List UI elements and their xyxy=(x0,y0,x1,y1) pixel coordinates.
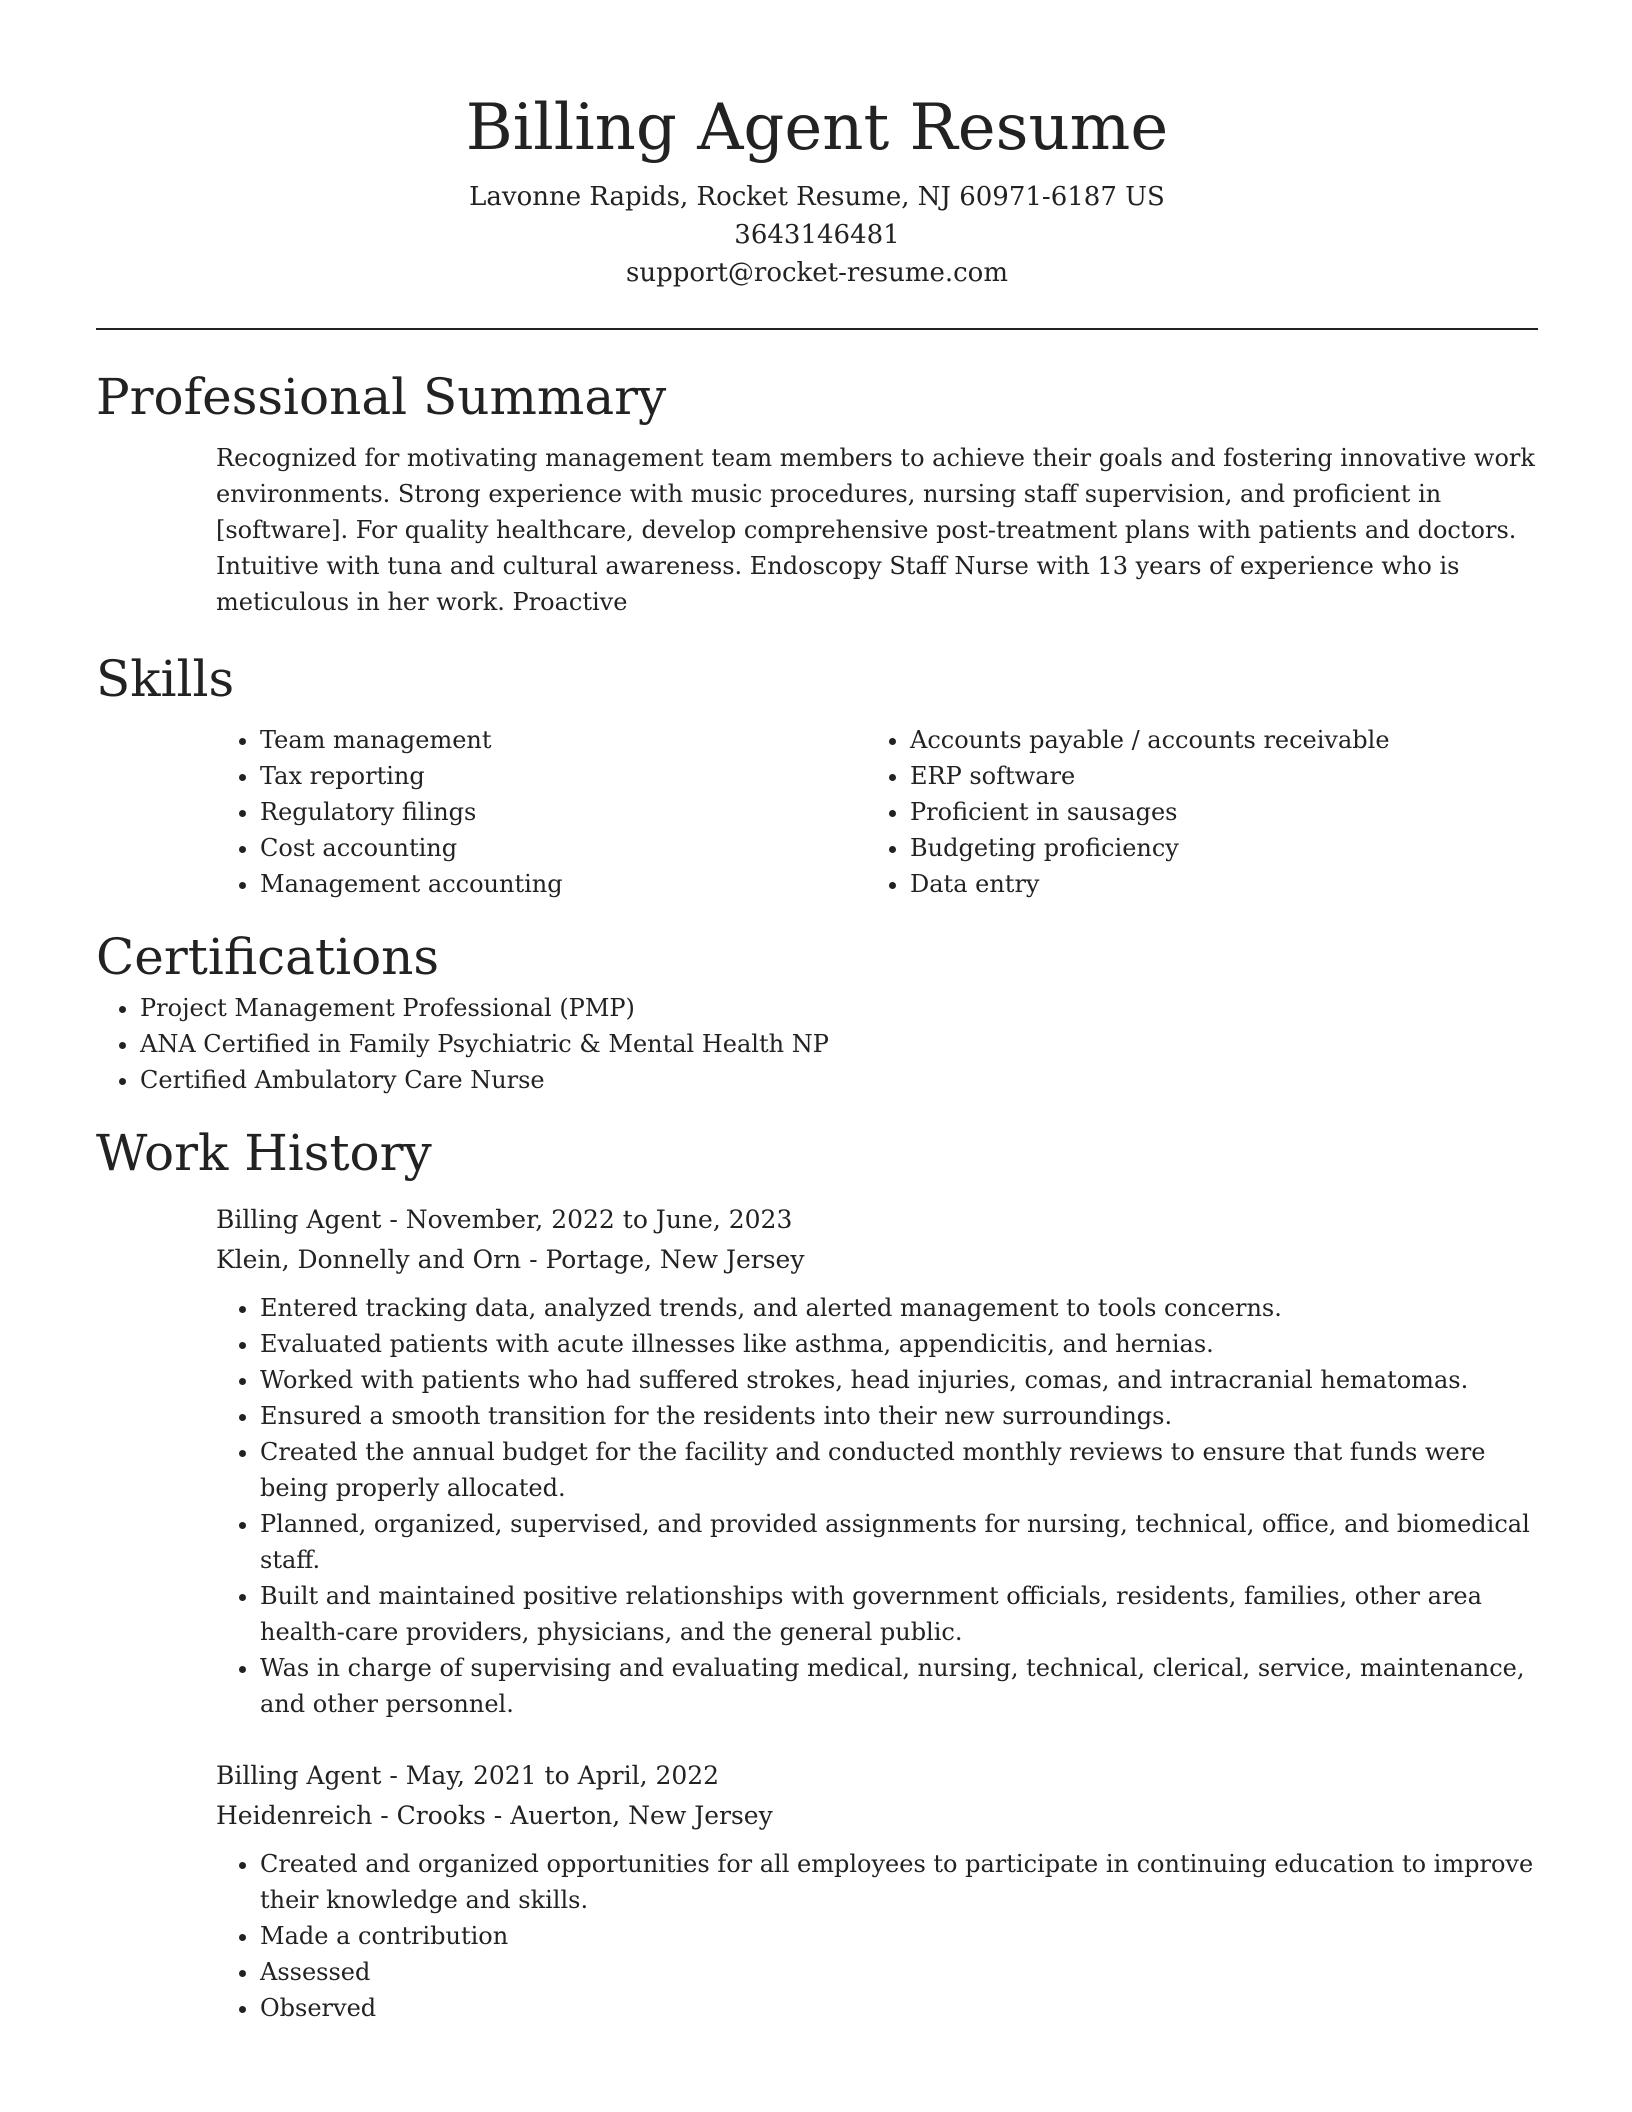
certification-item: • Certified Ambulatory Care Nurse xyxy=(140,1062,1538,1098)
work-history-heading: Work History xyxy=(96,1124,432,1182)
contact-block xyxy=(96,178,1538,292)
summary-section xyxy=(96,364,1538,620)
job-entry xyxy=(216,1756,1538,2026)
certifications-list xyxy=(96,990,1538,1098)
job-location: Portage, New Jersey xyxy=(545,1245,805,1274)
job-bullet: • Worked with patients who had suffered strokes, head injuries, comas, and intracranial hematomas. xyxy=(260,1362,1540,1398)
job-company-line: Heidenreich - Crooks - Auerton, New Jersey xyxy=(216,1801,773,1830)
job-bullet: • Evaluated patients with acute illnesses like asthma, appendicitis, and hernias. xyxy=(260,1326,1540,1362)
skill-item: • Management accounting xyxy=(260,866,866,902)
skill-item: • Tax reporting xyxy=(260,758,866,794)
resume-title: Billing Agent Resume xyxy=(465,91,1169,165)
skill-item: • Regulatory filings xyxy=(260,794,866,830)
job-bullet: • Assessed xyxy=(260,1954,1540,1990)
job-bullet: • Built and maintained positive relationships with government officials, residents, families, other area health-care providers, physicians, and the general public. xyxy=(260,1578,1540,1650)
summary-heading: Professional Summary xyxy=(96,368,667,426)
skill-item: • Budgeting proficiency xyxy=(910,830,1516,866)
certifications-section xyxy=(96,924,1538,1098)
resume-page xyxy=(96,0,1538,2026)
certification-item: • Project Management Professional (PMP) xyxy=(140,990,1538,1026)
job-bullet: • Observed xyxy=(260,1990,1540,2026)
header-divider xyxy=(96,328,1538,330)
certification-item: • ANA Certified in Family Psychiatric & Mental Health NP xyxy=(140,1026,1538,1062)
job-title: Billing Agent xyxy=(216,1761,382,1790)
work-history-section xyxy=(96,1120,1538,2026)
contact-address: Lavonne Rapids, Rocket Resume, NJ 60971-6187 US xyxy=(469,182,1165,212)
skill-item: • Proficient in sausages xyxy=(910,794,1516,830)
job-bullet: • Ensured a smooth transition for the residents into their new surroundings. xyxy=(260,1398,1540,1434)
job-bullet: • Made a contribution xyxy=(260,1918,1540,1954)
contact-email: support@rocket-resume.com xyxy=(625,258,1008,288)
job-title-line: Billing Agent - May, 2021 to April, 2022 xyxy=(216,1761,720,1790)
job-bullet: • Created the annual budget for the facility and conducted monthly reviews to ensure that funds were being properly allocated. xyxy=(260,1434,1540,1506)
job-bullet: • Planned, organized, supervised, and provided assignments for nursing, technical, office, and biomedical staff. xyxy=(260,1506,1540,1578)
summary-text: Recognized for motivating management team members to achieve their goals and fostering innovative work environments. Strong experience with music procedures, nursing staff supervision, and proficient in [software]. For quality healthcare, develop comprehensive post-treatment plans with patients and doctors. Intuitive with tuna and cultural awareness. Endoscopy Staff Nurse with 13 years of experience who is meticulous in her work. Proactive xyxy=(216,444,1535,616)
skill-item: • ERP software xyxy=(910,758,1516,794)
job-company-line: Klein, Donnelly and Orn - Portage, New Jersey xyxy=(216,1245,805,1274)
contact-phone: 3643146481 xyxy=(734,220,900,250)
skills-heading: Skills xyxy=(96,650,235,708)
skills-list-left xyxy=(216,722,866,902)
skills-section xyxy=(96,646,1538,902)
skills-columns xyxy=(216,722,1538,902)
job-bullets xyxy=(216,1846,1540,2026)
job-bullets xyxy=(216,1290,1540,1722)
skill-item: • Team management xyxy=(260,722,866,758)
job-company: Klein, Donnelly and Orn xyxy=(216,1245,522,1274)
resume-header xyxy=(96,0,1538,292)
job-title-line: Billing Agent - November, 2022 to June, 2023 xyxy=(216,1205,793,1234)
job-company: Heidenreich - Crooks xyxy=(216,1801,486,1830)
skill-item: • Cost accounting xyxy=(260,830,866,866)
certifications-heading: Certifications xyxy=(96,928,440,986)
job-bullet: • Created and organized opportunities for all employees to participate in continuing education to improve their knowledge and skills. xyxy=(260,1846,1540,1918)
skill-item: • Accounts payable / accounts receivable xyxy=(910,722,1516,758)
job-dates: May, 2021 to April, 2022 xyxy=(405,1761,720,1790)
job-location: Auerton, New Jersey xyxy=(510,1801,773,1830)
job-title: Billing Agent xyxy=(216,1205,382,1234)
job-dates: November, 2022 to June, 2023 xyxy=(405,1205,793,1234)
job-entry xyxy=(216,1200,1538,1722)
skill-item: • Data entry xyxy=(910,866,1516,902)
job-bullet: • Entered tracking data, analyzed trends, and alerted management to tools concerns. xyxy=(260,1290,1540,1326)
job-bullet: • Was in charge of supervising and evaluating medical, nursing, technical, clerical, service, maintenance, and other personnel. xyxy=(260,1650,1540,1722)
skills-list-right xyxy=(866,722,1516,902)
